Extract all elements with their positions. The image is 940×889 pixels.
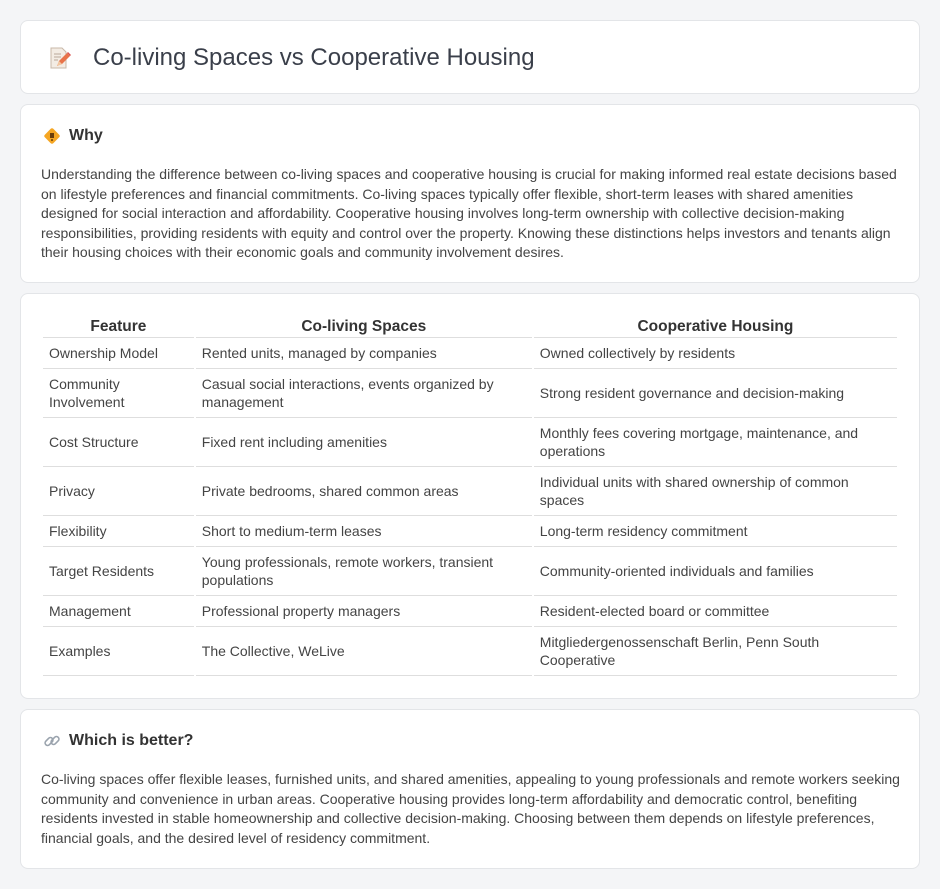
coliving-cell: Fixed rent including amenities bbox=[196, 418, 532, 467]
coliving-cell: Short to medium-term leases bbox=[196, 516, 532, 547]
better-text: Co-living spaces offer flexible leases, furnished units, and shared amenities, appealing to young professionals and remote workers seeking community and convenience in urban areas. Cooperative housing provides long-term affordability and democratic control, benefiting residents invested in stable homeownership and collective decision-making. Choosing between them depends on lifestyle preferences, financial goals, and the desired level of residency commitment. bbox=[41, 771, 900, 846]
coop-cell: Monthly fees covering mortgage, maintenance, and operations bbox=[534, 418, 897, 467]
table-row bbox=[43, 418, 897, 467]
column-header-coop: Cooperative Housing bbox=[534, 316, 897, 338]
coop-cell: Resident-elected board or committee bbox=[534, 596, 897, 627]
feature-cell: Ownership Model bbox=[43, 338, 194, 369]
coop-cell: Owned collectively by residents bbox=[534, 338, 897, 369]
document-pencil-icon bbox=[47, 46, 71, 70]
title-bar bbox=[47, 43, 535, 73]
comparison-section bbox=[20, 293, 920, 699]
diamond-sign-icon bbox=[43, 127, 61, 145]
feature-cell: Community Involvement bbox=[43, 369, 194, 418]
feature-cell: Management bbox=[43, 596, 194, 627]
feature-cell: Privacy bbox=[43, 467, 194, 516]
comparison-table bbox=[41, 316, 899, 676]
feature-cell: Flexibility bbox=[43, 516, 194, 547]
header-card bbox=[20, 20, 920, 94]
feature-cell: Target Residents bbox=[43, 547, 194, 596]
why-section bbox=[20, 104, 920, 283]
coliving-cell: Casual social interactions, events organized by management bbox=[196, 369, 532, 418]
coop-cell: Mitgliedergenossenschaft Berlin, Penn South Cooperative bbox=[534, 627, 897, 676]
table-row bbox=[43, 467, 897, 516]
why-heading bbox=[43, 127, 103, 145]
table-row bbox=[43, 596, 897, 627]
table-row bbox=[43, 627, 897, 676]
table-row bbox=[43, 547, 897, 596]
link-icon bbox=[43, 732, 61, 750]
coop-cell: Community-oriented individuals and families bbox=[534, 547, 897, 596]
coliving-cell: Private bedrooms, shared common areas bbox=[196, 467, 532, 516]
coliving-cell: Rented units, managed by companies bbox=[196, 338, 532, 369]
why-text: Understanding the difference between co-living spaces and cooperative housing is crucial for making informed real estate decisions based on lifestyle preferences and financial commitments. Co-living spaces typically offer flexible, short-term leases with shared amenities designed for social interaction and affordability. Cooperative housing involves long-term ownership with collective decision-making responsibilities, providing residents with equity and control over the property. Knowing these distinctions helps investors and tenants align their housing choices with their economic goals and community involvement desires. bbox=[41, 166, 897, 261]
coop-cell: Strong resident governance and decision-making bbox=[534, 369, 897, 418]
column-header-coliving: Co-living Spaces bbox=[196, 316, 532, 338]
table-row bbox=[43, 516, 897, 547]
feature-cell: Examples bbox=[43, 627, 194, 676]
feature-cell: Cost Structure bbox=[43, 418, 194, 467]
table-header-row bbox=[43, 316, 897, 338]
coop-cell: Long-term residency commitment bbox=[534, 516, 897, 547]
page-title: Co-living Spaces vs Cooperative Housing bbox=[93, 44, 535, 71]
table-row bbox=[43, 369, 897, 418]
coliving-cell: The Collective, WeLive bbox=[196, 627, 532, 676]
better-heading bbox=[43, 732, 193, 750]
better-title: Which is better? bbox=[69, 732, 194, 749]
which-is-better-section bbox=[20, 709, 920, 869]
coliving-cell: Young professionals, remote workers, transient populations bbox=[196, 547, 532, 596]
table-row bbox=[43, 338, 897, 369]
coop-cell: Individual units with shared ownership of common spaces bbox=[534, 467, 897, 516]
coliving-cell: Professional property managers bbox=[196, 596, 532, 627]
column-header-feature: Feature bbox=[43, 316, 194, 338]
why-title: Why bbox=[69, 127, 103, 144]
